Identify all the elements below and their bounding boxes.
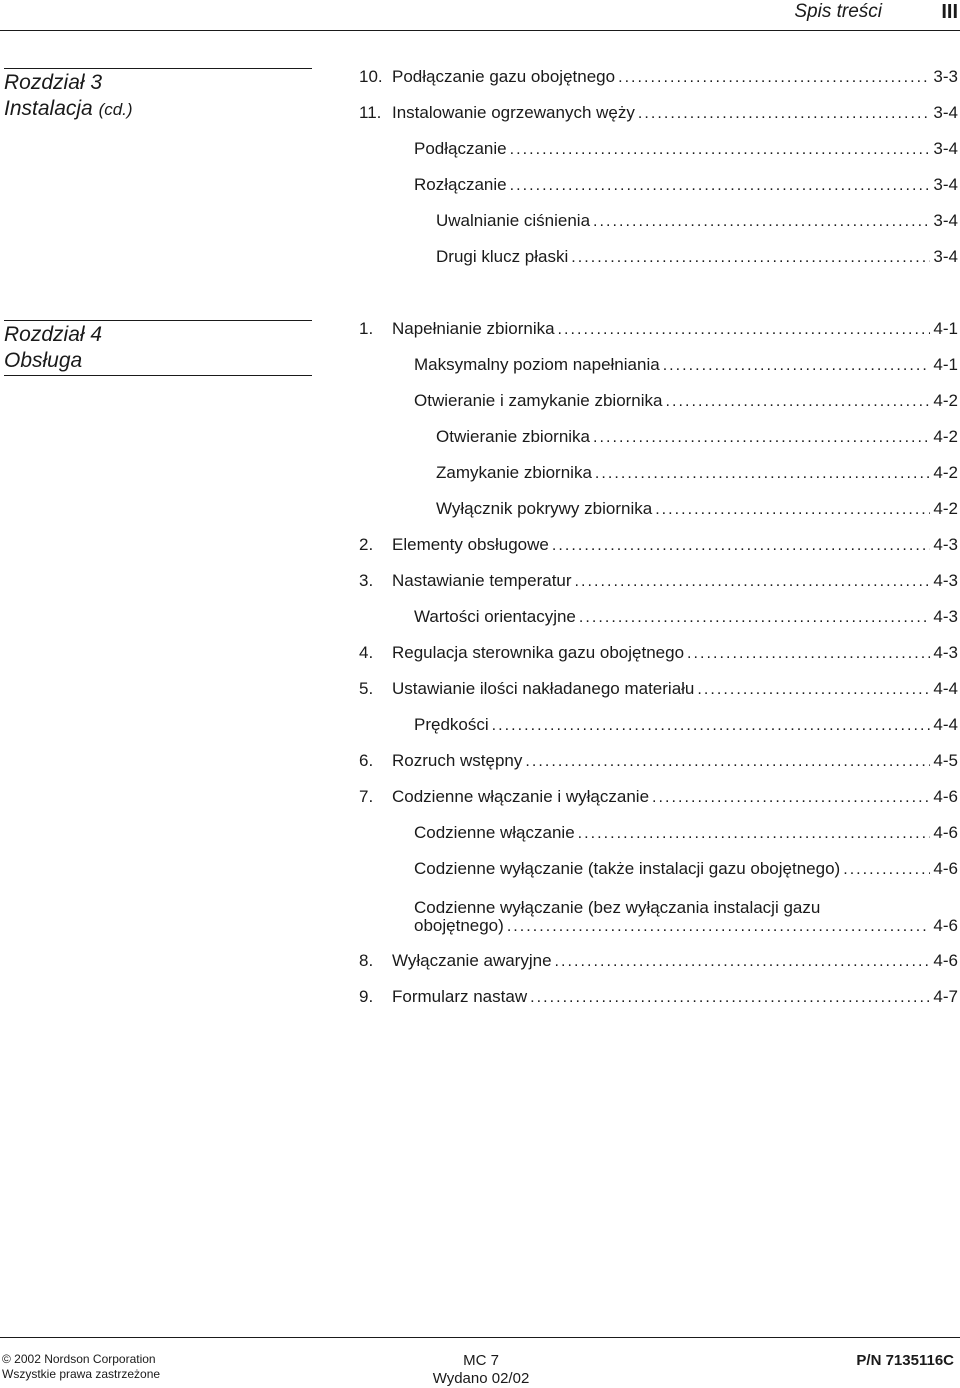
dot-leader bbox=[843, 858, 930, 882]
toc-entry-page: 3-4 bbox=[933, 211, 958, 230]
toc-entry-title: Instalowanie ogrzewanych węży bbox=[392, 103, 635, 122]
toc-entry[interactable] bbox=[0, 209, 960, 235]
footer-rule bbox=[0, 1337, 960, 1338]
toc-entry-title: Podłączanie bbox=[414, 139, 507, 158]
dot-leader bbox=[555, 950, 931, 974]
toc-entry-title: Otwieranie i zamykanie zbiornika bbox=[414, 391, 663, 410]
toc-entry[interactable] bbox=[0, 749, 960, 775]
toc-entry-title: Regulacja sterownika gazu obojętnego bbox=[392, 643, 685, 662]
toc-entry[interactable] bbox=[0, 677, 960, 703]
toc-entry-page: 4-3 bbox=[933, 571, 958, 590]
toc-entry-page: 4-1 bbox=[933, 355, 958, 374]
toc-entry[interactable] bbox=[0, 713, 960, 739]
copyright-text: © 2002 Nordson Corporation bbox=[2, 1352, 156, 1366]
chapter-3-title-suffix: (cd.) bbox=[98, 100, 133, 119]
toc-entry-title: Formularz nastaw bbox=[392, 987, 528, 1006]
toc-entry[interactable] bbox=[0, 425, 960, 451]
toc-entry-page: 4-2 bbox=[933, 427, 958, 446]
toc-entry-title: Wyłączanie awaryjne bbox=[392, 951, 552, 970]
toc-entry-page: 4-4 bbox=[933, 679, 958, 698]
toc-entry-page: 3-4 bbox=[933, 103, 958, 122]
toc-entry[interactable] bbox=[0, 605, 960, 631]
toc-entry-number: 3. bbox=[359, 571, 374, 590]
toc-entry[interactable] bbox=[0, 949, 960, 975]
dot-leader bbox=[655, 498, 930, 522]
section-title: Spis treści bbox=[794, 1, 882, 22]
chapter-3-title-line1: Rozdział 3 bbox=[4, 71, 103, 94]
toc-entry[interactable] bbox=[0, 497, 960, 523]
toc-entry-number: 9. bbox=[359, 987, 374, 1006]
toc-entry-title: Nastawianie temperatur bbox=[392, 571, 572, 590]
toc-entry-page: 4-6 bbox=[933, 951, 958, 970]
toc-entry[interactable] bbox=[0, 985, 960, 1011]
dot-leader bbox=[595, 462, 931, 486]
toc-entry[interactable] bbox=[0, 353, 960, 379]
toc-entry-title: Codzienne włączanie i wyłączanie bbox=[392, 787, 650, 806]
toc-entry-number: 2. bbox=[359, 535, 374, 554]
dot-leader bbox=[593, 426, 930, 450]
toc-entry-page: 4-2 bbox=[933, 499, 958, 518]
toc-entry-title: Codzienne włączanie bbox=[414, 823, 575, 842]
chapter-4-title-line2: Obsługa bbox=[4, 349, 83, 372]
toc-entry-page: 4-3 bbox=[933, 535, 958, 554]
toc-entry-number: 6. bbox=[359, 751, 374, 770]
dot-leader bbox=[510, 138, 931, 162]
dot-leader bbox=[492, 714, 931, 738]
dot-leader bbox=[507, 915, 931, 939]
toc-entry[interactable] bbox=[0, 569, 960, 595]
toc-entry-page: 4-2 bbox=[933, 463, 958, 482]
toc-entry-title: obojętnego) bbox=[414, 916, 504, 935]
toc-entry[interactable] bbox=[0, 173, 960, 199]
toc-entry-title-line1: Codzienne wyłączanie (bez wyłączania instalacji gazu bbox=[414, 898, 821, 917]
rights-text: Wszystkie prawa zastrzeżone bbox=[2, 1367, 161, 1381]
toc-entry-number: 1. bbox=[359, 319, 374, 338]
dot-leader bbox=[697, 678, 930, 702]
toc-entry-title: Otwieranie zbiornika bbox=[436, 427, 591, 446]
toc-entry-page: 4-7 bbox=[933, 987, 958, 1006]
dot-leader bbox=[579, 606, 931, 630]
toc-entry-title: Drugi klucz płaski bbox=[436, 247, 569, 266]
dot-leader bbox=[663, 354, 931, 378]
toc-entry-page: 4-6 bbox=[933, 823, 958, 842]
toc-entry-number: 5. bbox=[359, 679, 374, 698]
toc-entry-title: Codzienne wyłączanie (także instalacji gazu obojętnego) bbox=[414, 859, 841, 878]
toc-entry[interactable] bbox=[0, 785, 960, 811]
toc-entry-page: 4-4 bbox=[933, 715, 958, 734]
toc-entry-title: Wartości orientacyjne bbox=[414, 607, 576, 626]
toc-entry[interactable] bbox=[0, 857, 960, 883]
toc-entry-number: 4. bbox=[359, 643, 374, 662]
toc-entry-page: 4-6 bbox=[933, 859, 958, 878]
toc-entry-page: 4-2 bbox=[933, 391, 958, 410]
toc-entry[interactable] bbox=[0, 245, 960, 271]
toc-entry-page: 4-5 bbox=[933, 751, 958, 770]
toc-entry-title: Napełnianie zbiornika bbox=[392, 319, 555, 338]
dot-leader bbox=[571, 246, 930, 270]
toc-entry-title: Zamykanie zbiornika bbox=[436, 463, 592, 482]
dot-leader bbox=[525, 750, 930, 774]
toc-entry-page: 4-3 bbox=[933, 643, 958, 662]
part-number: P/N 7135116C bbox=[856, 1352, 954, 1369]
toc-entry[interactable] bbox=[0, 389, 960, 415]
toc-entry[interactable] bbox=[0, 641, 960, 667]
toc-entry-page: 4-1 bbox=[933, 319, 958, 338]
toc-entry-number: 8. bbox=[359, 951, 374, 970]
toc-entry[interactable] bbox=[0, 101, 960, 127]
toc-entry-title: Prędkości bbox=[414, 715, 489, 734]
dot-leader bbox=[666, 390, 931, 414]
dot-leader bbox=[687, 642, 930, 666]
dot-leader bbox=[558, 318, 931, 342]
chapter-4-title-line1: Rozdział 4 bbox=[4, 323, 103, 346]
issue-date: Wydano 02/02 bbox=[432, 1370, 530, 1387]
dot-leader bbox=[652, 786, 930, 810]
dot-leader bbox=[578, 822, 931, 846]
dot-leader bbox=[618, 66, 930, 90]
toc-entry-title: Ustawianie ilości nakładanego materiału bbox=[392, 679, 695, 698]
toc-entry-page: 3-4 bbox=[933, 175, 958, 194]
toc-entry-title: Rozruch wstępny bbox=[392, 751, 523, 770]
toc-entry[interactable] bbox=[0, 317, 960, 343]
dot-leader bbox=[593, 210, 930, 234]
toc-entry-page: 4-3 bbox=[933, 607, 958, 626]
toc-entry[interactable] bbox=[0, 461, 960, 487]
dot-leader bbox=[530, 986, 930, 1010]
toc-entry-number: 10. bbox=[359, 67, 383, 86]
toc-entry-title: Rozłączanie bbox=[414, 175, 507, 194]
dot-leader bbox=[510, 174, 931, 198]
dot-leader bbox=[552, 534, 931, 558]
model-name: MC 7 bbox=[463, 1352, 499, 1369]
toc-entry-page: 3-4 bbox=[933, 247, 958, 266]
footer-model-info bbox=[401, 1352, 561, 1388]
page-number: III bbox=[941, 1, 958, 23]
toc-entry-page: 4-6 bbox=[933, 787, 958, 806]
toc-entry-page: 3-4 bbox=[933, 139, 958, 158]
toc-entry[interactable] bbox=[0, 533, 960, 559]
toc-entry-title: Elementy obsługowe bbox=[392, 535, 549, 554]
header-rule bbox=[0, 30, 960, 31]
toc-entry-title: Wyłącznik pokrywy zbiornika bbox=[436, 499, 653, 518]
toc-entry-title: Podłączanie gazu obojętnego bbox=[392, 67, 616, 86]
toc-entry-number: 7. bbox=[359, 787, 374, 806]
toc-entry-number: 11. bbox=[359, 103, 382, 122]
toc-entry-multiline[interactable] bbox=[0, 896, 960, 946]
dot-leader bbox=[638, 102, 931, 126]
toc-entry[interactable] bbox=[0, 821, 960, 847]
toc-entry-title: Maksymalny poziom napełniania bbox=[414, 355, 660, 374]
toc-entry[interactable] bbox=[0, 65, 960, 91]
toc-entry-title: Uwalnianie ciśnienia bbox=[436, 211, 591, 230]
toc-entry-page: 3-3 bbox=[933, 67, 958, 86]
dot-leader bbox=[575, 570, 931, 594]
footer-copyright bbox=[2, 1352, 160, 1382]
toc-entry[interactable] bbox=[0, 137, 960, 163]
chapter-3-title-name: Instalacja bbox=[4, 97, 93, 120]
toc-entry-page: 4-6 bbox=[933, 916, 958, 935]
